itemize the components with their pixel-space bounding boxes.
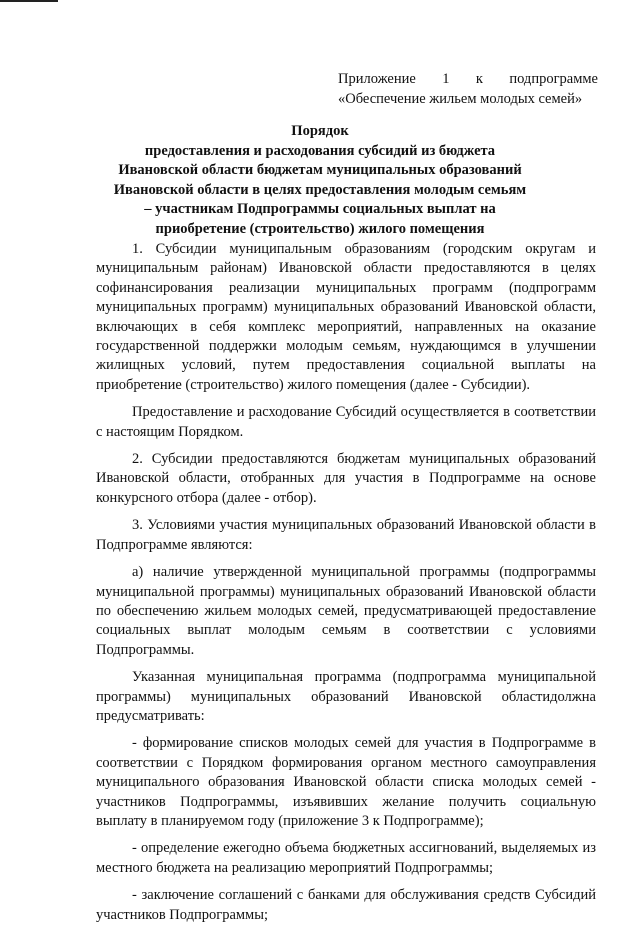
appendix-word-1: Приложение — [338, 71, 416, 87]
paragraph-6: Указанная муниципальная программа (подпрограмма муниципальной программы) муниципальных образований Ивановской областидолжна предусматривать: — [96, 669, 596, 724]
paragraph-3: 2. Субсидии предоставляются бюджетам муниципальных образований Ивановской области, отобранных для участия в Подпрограмме на основе конкурсного отбора (далее - отбор). — [96, 451, 596, 506]
document-title-block — [110, 122, 530, 239]
paragraph-4: 3. Условиями участия муниципальных образований Ивановской области в Подпрограмме являются: — [96, 517, 596, 553]
top-rule — [0, 0, 58, 2]
appendix-word-3: к — [475, 71, 483, 87]
appendix-header — [338, 69, 598, 109]
appendix-line-2: «Обеспечение жильем молодых семей» — [338, 91, 583, 107]
appendix-word-2: 1 — [442, 71, 450, 87]
paragraph-7: - формирование списков молодых семей для участия в Подпрограмме в соответствии с Порядком формирования органом местного самоуправления муниципального образования Ивановской области списка молодых семей - участников Подпрограммы, изъявивших желание получить социальную выплату в планируемом году (приложение 3 к Подпрограмме); — [96, 735, 596, 829]
appendix-word-4: подпрограмме — [509, 71, 598, 87]
paragraph-5: а) наличие утвержденной муниципальной программы (подпрограммы муниципальной программы) муниципальных образований Ивановской области по обеспечению жильем молодых семей, предусматривающей предоставление социальных выплат молодым семьям в соответствии с условиями Подпрограммы. — [96, 564, 596, 658]
paragraph-2: Предоставление и расходование Субсидий осуществляется в соответствии с настоящим Порядком. — [96, 404, 596, 440]
appendix-line-1 — [338, 69, 598, 89]
paragraph-8: - определение ежегодно объема бюджетных ассигнований, выделяемых из местного бюджета на реализацию мероприятий Подпрограммы; — [96, 840, 596, 876]
document-subtitle: предоставления и расходования субсидий из бюджета Ивановской области бюджетам муниципальных образований Ивановской области в целях предоставления молодым семьям – участникам Подпрограммы социальных выплат на приобретение (строительство) жилого помещения — [113, 142, 527, 237]
document-title: Порядок — [291, 123, 349, 139]
paragraph-1: 1. Субсидии муниципальным образованиям (городским округам и муниципальным районам) Ивановской области предоставляются в целях софинансирования реализации муниципальных программ (подпрограмм муниципальных программ) муниципальных образований Ивановской области, включающих в себя комплекс мероприятий, направленных на оказание государственной поддержки молодым семьям, нуждающимся в улучшении жилищных условий, путем предоставления социальной выплаты на приобретение (строительство) жилого помещения (далее - Субсидии). — [96, 241, 596, 393]
document-body — [96, 240, 596, 931]
paragraph-9: - заключение соглашений с банками для обслуживания средств Субсидий участников Подпрограммы; — [96, 887, 596, 923]
